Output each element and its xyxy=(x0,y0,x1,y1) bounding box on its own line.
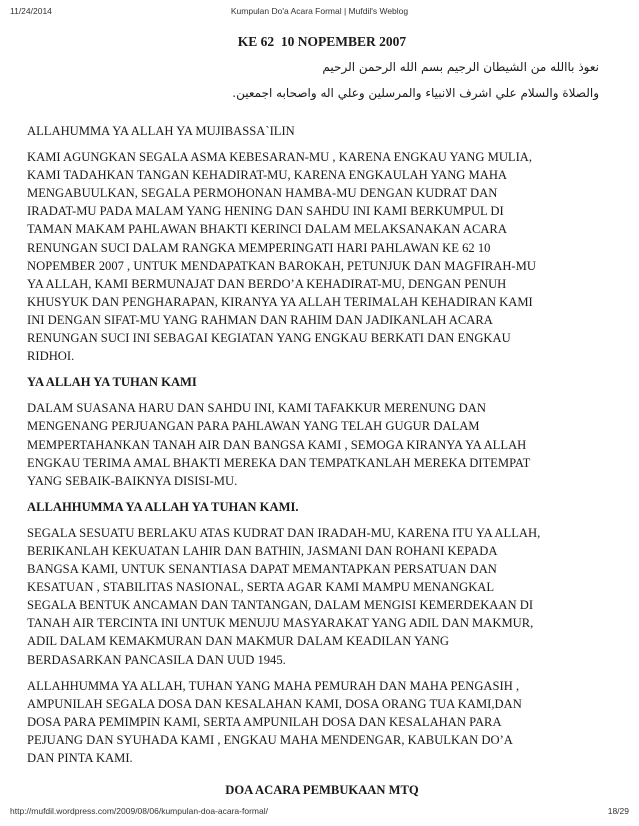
text-line: NOPEMBER 2007 , UNTUK MENDAPATKAN BAROKAH, PETUNJUK DAN MAGFIRAH-MU xyxy=(27,258,536,273)
text-line: INI DENGAN SIFAT-MU YANG RAHMAN DAN RAHIM DAN JADIKANLAH ACARA xyxy=(27,312,493,327)
text-line: BERDASARKAN PANCASILA DAN UUD 1945. xyxy=(27,652,286,667)
text-line: TANAH AIR TERCINTA INI UNTUK MENUJU MASYARAKAT YANG ADIL DAN MAKMUR, xyxy=(27,616,534,631)
prayer-paragraph xyxy=(27,677,617,767)
text-line: RENUNGAN SUCI DALAM RANGKA MEMPERINGATI HARI PAHLAWAN KE 62 10 xyxy=(27,240,491,255)
text-line: ALLAHHUMMA YA ALLAH YA TUHAN KAMI. xyxy=(27,499,299,514)
arabic-salawat-line: والصلاة والسلام علي اشرف الانبياء والمرسلين وعلي اله واصحابه اجمعين. xyxy=(232,86,599,100)
prayer-paragraph xyxy=(27,122,617,140)
text-line: ENGKAU TERIMA AMAL BHAKTI MEREKA DAN TEMPATKANLAH MEREKA DITEMPAT xyxy=(27,455,531,470)
text-line: MENGENANG PERJUANGAN PARA PAHLAWAN YANG TELAH GUGUR DALAM xyxy=(27,419,480,434)
text-line: KHUSYUK DAN PENGHARAPAN, KIRANYA YA ALLAH TERIMALAH KEHADIRAN KAMI xyxy=(27,294,533,309)
text-line: IRADAT-MU PADA MALAM YANG HENING DAN SAHDU INI KAMI BERKUMPUL DI xyxy=(27,204,504,219)
print-page-title: Kumpulan Do'a Acara Formal | Mufdil's Weblog xyxy=(230,6,409,16)
text-line: PEJUANG DAN SYUHADA KAMI , ENGKAU MAHA MENDENGAR, KABULKAN DO’A xyxy=(27,732,513,747)
text-line: KESATUAN , STABILITAS NASIONAL, SERTA AGAR KAMI MAMPU MENANGKAL xyxy=(27,580,495,595)
prayer-paragraphs xyxy=(27,122,617,767)
text-line: ADIL DALAM KEMAKMURAN DAN MAKMUR DALAM KEADILAN YANG xyxy=(27,634,449,649)
text-line: RIDHOI. xyxy=(27,349,75,364)
text-line: KAMI TADAHKAN TANGAN KEHADIRAT-MU, KARENA ENGKAULAH YANG MAHA xyxy=(27,168,508,183)
section-heading: DOA ACARA PEMBUKAAN MTQ xyxy=(225,783,419,798)
text-line: BANGSA KAMI, UNTUK SENANTIASA DAPAT MEMANTAPKAN PERSATUAN DAN xyxy=(27,562,497,577)
arabic-opening-line: نعوذ باالله من الشيطان الرجيم بسم الله الرحمن الرحيم xyxy=(322,60,599,74)
document-content xyxy=(27,34,617,798)
prayer-subheading xyxy=(27,373,617,391)
text-line: MENGABUULKAN, SEGALA PERMOHONAN HAMBA-MU DENGAN KUDRAT DAN xyxy=(27,186,498,201)
text-line: DALAM SUASANA HARU DAN SAHDU INI, KAMI TAFAKKUR MERENUNG DAN xyxy=(27,401,486,416)
text-line: RENUNGAN SUCI INI SEBAGAI KEGIATAN YANG ENGKAU BERKATI DAN ENGKAU xyxy=(27,331,511,346)
text-line: SEGALA SESUATU BERLAKU ATAS KUDRAT DAN IRADAH-MU, KARENA ITU YA ALLAH, xyxy=(27,525,541,540)
text-line: DAN PINTA KAMI. xyxy=(27,751,133,765)
text-line: YA ALLAH, KAMI BERMUNAJAT DAN BERDO’A KEHADIRAT-MU, DENGAN PENUH xyxy=(27,276,507,291)
print-url: http://mufdil.wordpress.com/2009/08/06/kumpulan-doa-acara-formal/ xyxy=(10,806,268,816)
text-line: SEGALA BENTUK ANCAMAN DAN TANTANGAN, DALAM MENGISI KEMERDEKAAN DI xyxy=(27,598,534,613)
prayer-paragraph xyxy=(27,148,617,365)
prayer-subheading xyxy=(27,498,617,516)
text-line: ALLAHUMMA YA ALLAH YA MUJIBASSA`ILIN xyxy=(27,124,295,138)
text-line: TAMAN MAKAM PAHLAWAN BHAKTI KERINCI DALAM MELAKSANAKAN ACARA xyxy=(27,222,507,237)
text-line: YA ALLAH YA TUHAN KAMI xyxy=(27,375,197,390)
prayer-paragraph xyxy=(27,524,617,669)
text-line: MEMPERTAHANKAN TANAH AIR DAN BANGSA KAMI , SEMOGA KIRANYA YA ALLAH xyxy=(27,437,527,452)
text-line: DOSA PARA PEMIMPIN KAMI, SERTA AMPUNILAH DOSA DAN KESALAHAN PARA xyxy=(27,714,502,729)
text-line: ALLAHHUMMA YA ALLAH, TUHAN YANG MAHA PEMURAH DAN MAHA PENGASIH , xyxy=(27,678,520,693)
print-header xyxy=(10,6,629,18)
prayer-paragraph xyxy=(27,399,617,489)
document-heading: KE 62 10 NOPEMBER 2007 xyxy=(237,34,407,49)
print-date: 11/24/2014 xyxy=(10,6,52,16)
text-line: YANG SEBAIK-BAIKNYA DISISI-MU. xyxy=(27,473,238,488)
text-line: BERIKANLAH KEKUATAN LAHIR DAN BATHIN, JASMANI DAN ROHANI KEPADA xyxy=(27,543,498,558)
text-line: AMPUNILAH SEGALA DOSA DAN KESALAHAN KAMI, DOSA ORANG TUA KAMI,DAN xyxy=(27,696,522,711)
print-footer xyxy=(10,806,629,818)
text-line: KAMI AGUNGKAN SEGALA ASMA KEBESARAN-MU , KARENA ENGKAU YANG MULIA, xyxy=(27,150,533,165)
page-number: 18/29 xyxy=(607,806,629,816)
